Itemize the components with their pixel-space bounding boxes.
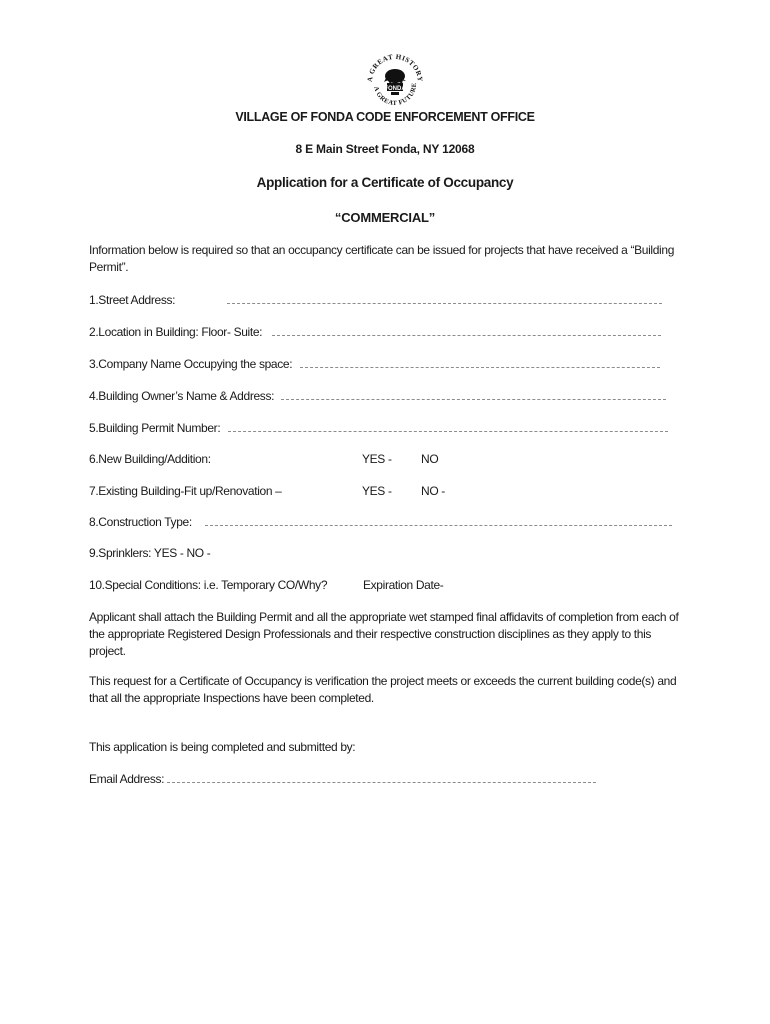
email-label: Email Address: [89,772,165,786]
construction-type-field[interactable] [205,525,672,526]
location-label: 2.Location in Building: Floor- Suite: [89,325,263,339]
existing-building-no-option[interactable]: NO - [421,484,445,498]
village-of-fonda-seal-icon [362,48,428,110]
company-label: 3.Company Name Occupying the space: [89,357,293,371]
document-title: Application for a Certificate of Occupancy [256,175,514,190]
office-heading: VILLAGE OF FONDA CODE ENFORCEMENT OFFICE [235,110,535,124]
existing-building-yes-option[interactable]: YES - [362,484,392,498]
new-building-yes-option[interactable]: YES - [362,452,392,466]
street-address-field[interactable] [227,303,662,304]
existing-building-label: 7.Existing Building-Fit up/Renovation – [89,484,282,498]
location-field[interactable] [272,335,661,336]
permit-number-label: 5.Building Permit Number: [89,421,221,435]
street-address-label: 1.Street Address: [89,293,176,307]
construction-type-label: 8.Construction Type: [89,515,192,529]
office-address: 8 E Main Street Fonda, NY 12068 [295,142,475,156]
intro-text: Information below is required so that an occupancy certificate can be issued for projects that have received a “Building Permit”. [89,243,675,274]
logo-top-text: A GREAT HISTORY [365,52,425,83]
sprinklers-label[interactable]: 9.Sprinklers: YES - NO - [89,546,211,560]
logo-center-text: FONDA [384,86,406,92]
verification-statement: This request for a Certificate of Occupancy is verification the project meets or exceeds the current building code(s) and that all the appropriate Inspections have been completed. [89,674,677,705]
permit-number-field[interactable] [228,431,668,432]
expiration-date-label: Expiration Date- [363,578,444,592]
owner-field[interactable] [281,399,666,400]
owner-label: 4.Building Owner’s Name & Address: [89,389,275,403]
email-field[interactable] [167,782,596,783]
new-building-no-option[interactable]: NO [421,452,439,466]
new-building-label: 6.New Building/Addition: [89,452,211,466]
logo-bottom-text: A GREAT FUTURE [372,82,419,108]
village-seal-logo [362,48,428,110]
submitted-by-label: This application is being completed and submitted by: [89,740,356,754]
company-field[interactable] [300,367,660,368]
document-subtitle: “COMMERCIAL” [334,210,436,225]
special-conditions-label: 10.Special Conditions: i.e. Temporary CO/Why? [89,578,328,592]
attach-instructions: Applicant shall attach the Building Permit and all the appropriate wet stamped final affidavits of completion from each of the appropriate Registered Design Professionals and their respective construction disciplines as they apply to this project. [89,610,679,658]
